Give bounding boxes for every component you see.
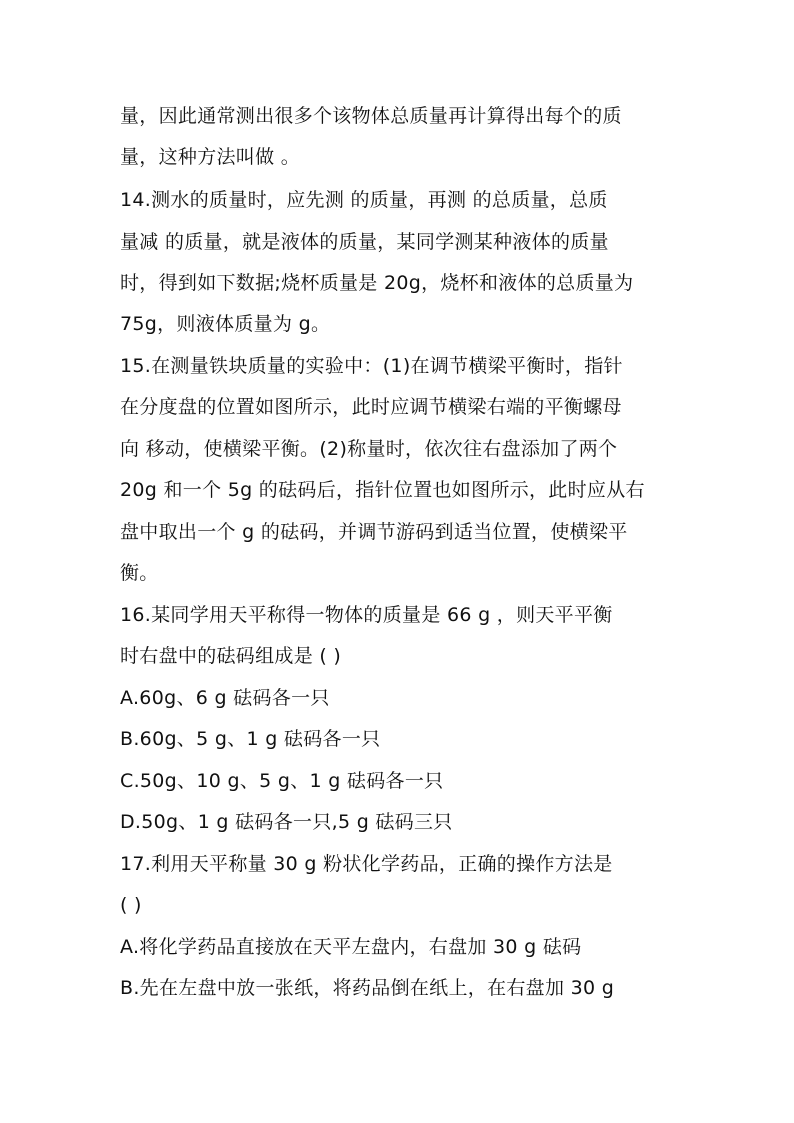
text-line: 时右盘中的砝码组成是 ( )	[120, 645, 342, 667]
text-line: A.60g、6 g 砝码各一只	[120, 687, 330, 709]
text-line: 量减 的质量，就是液体的质量，某同学测某种液体的质量	[120, 231, 609, 253]
text-line: B.先在左盘中放一张纸，将药品倒在纸上，在右盘加 30 g	[120, 977, 615, 999]
text-line: 时，得到如下数据;烧杯质量是 20g，烧杯和液体的总质量为	[120, 272, 634, 294]
text-line: 17.利用天平称量 30 g 粉状化学药品，正确的操作方法是	[120, 853, 613, 875]
text-line: 75g，则液体质量为 g。	[120, 313, 331, 335]
text-line: A.将化学药品直接放在天平左盘内，右盘加 30 g 砝码	[120, 936, 582, 958]
text-line: 16.某同学用天平称得一物体的质量是 66 g ，则天平平衡	[120, 604, 613, 626]
text-line: ( )	[120, 894, 142, 916]
text-line: B.60g、5 g、1 g 砝码各一只	[120, 728, 381, 750]
text-line: 衡。	[120, 562, 159, 584]
text-line: 量，这种方法叫做 。	[120, 146, 301, 168]
text-line: 在分度盘的位置如图所示，此时应调节横梁右端的平衡螺母	[120, 396, 622, 418]
text-line: 15.在测量铁块质量的实验中：(1)在调节横梁平衡时，指针	[120, 355, 623, 377]
text-line: 量，因此通常测出很多个该物体总质量再计算得出每个的质	[120, 105, 622, 127]
text-line: 向 移动，使横梁平衡。(2)称量时，依次往右盘添加了两个	[120, 438, 618, 460]
text-line: 14.测水的质量时，应先测 的质量，再测 的总质量，总质	[120, 189, 608, 211]
text-line: 盘中取出一个 g 的砝码，并调节游码到适当位置，使横梁平	[120, 521, 628, 543]
text-line: C.50g、10 g、5 g、1 g 砝码各一只	[120, 770, 444, 792]
text-line: 20g 和一个 5g 的砝码后，指针位置也如图所示，此时应从右	[120, 479, 645, 501]
text-line: D.50g、1 g 砝码各一只,5 g 砝码三只	[120, 811, 453, 833]
